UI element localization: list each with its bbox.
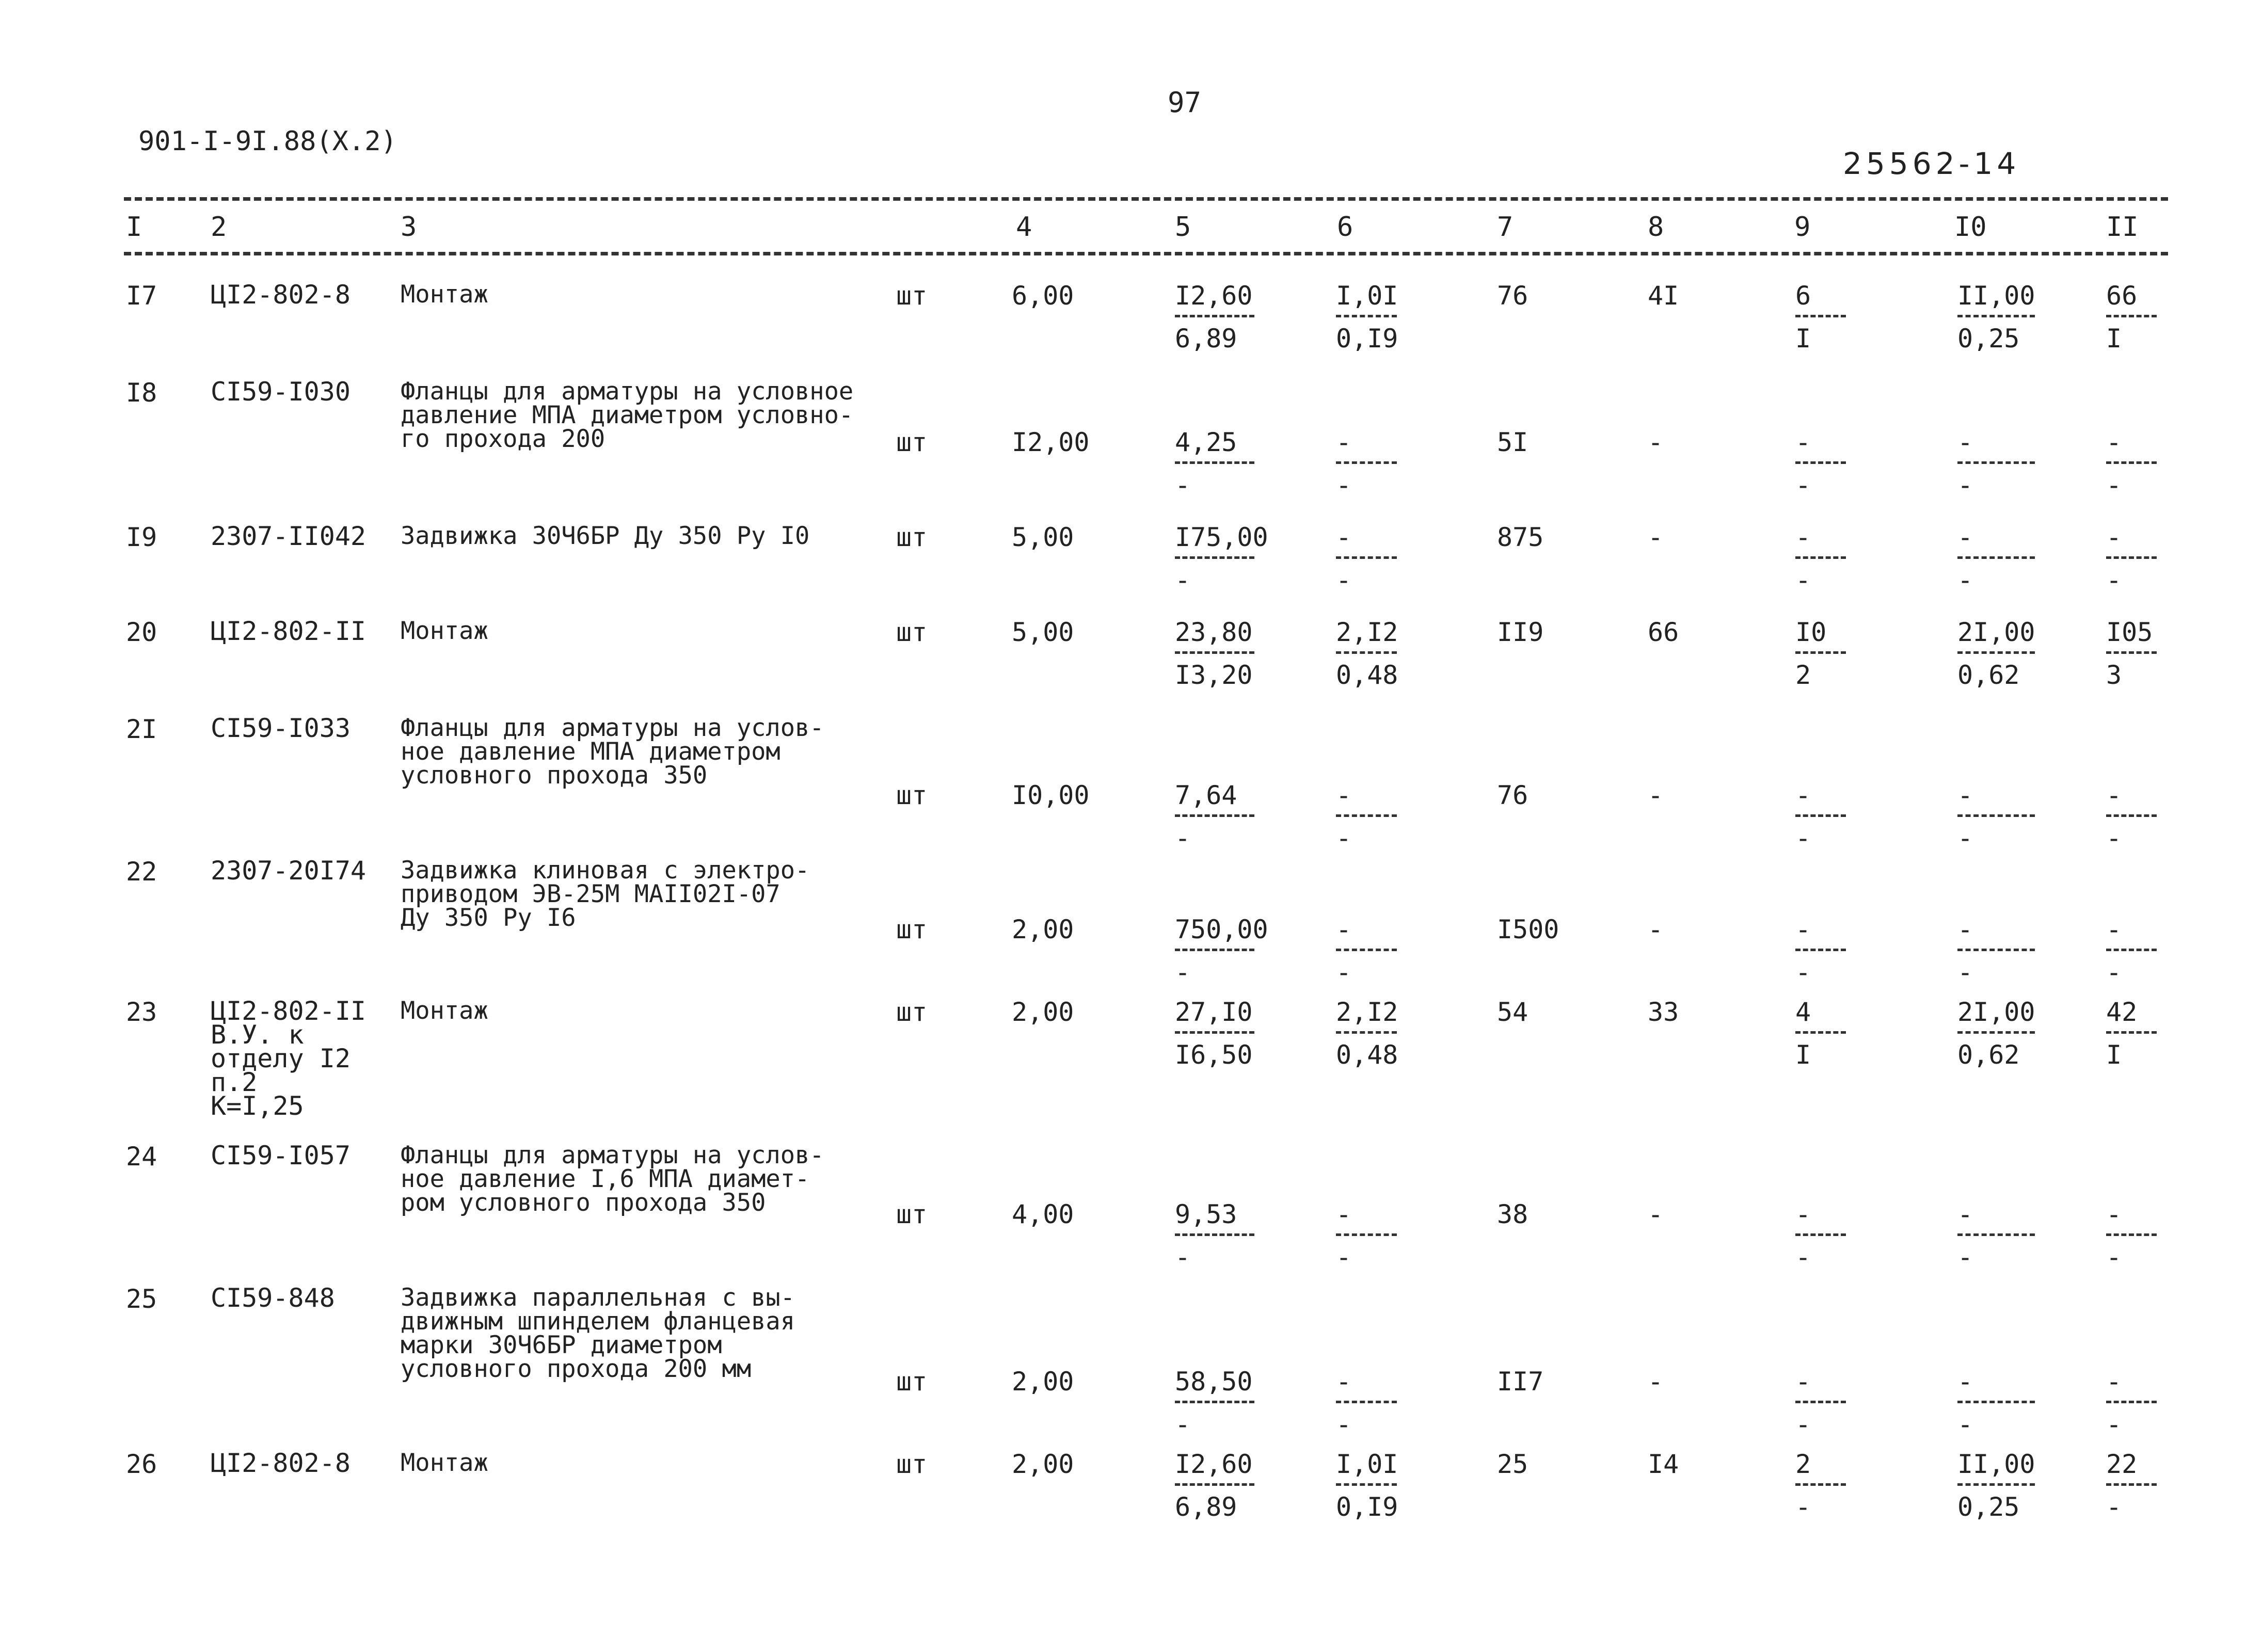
fraction-c11 — [2106, 524, 2157, 593]
quantity: 5,00 — [1012, 617, 1074, 647]
fraction-c6 — [1336, 917, 1397, 985]
price-code: CI59-I033 — [211, 713, 351, 743]
column-8-value: - — [1648, 1367, 1664, 1397]
row-number: 25 — [126, 1284, 157, 1314]
column-header-2: 2 — [211, 212, 227, 243]
fraction-c10 — [1957, 782, 2035, 851]
fraction-numerator: - — [2106, 780, 2122, 810]
fraction-numerator: 66 — [2106, 281, 2138, 311]
fraction-denominator: 6,89 — [1175, 324, 1237, 354]
fraction-c11 — [2106, 999, 2157, 1068]
fraction-bar — [1957, 461, 2035, 464]
fraction-denominator: 0,48 — [1336, 660, 1398, 690]
work-description: Задвижка параллельная с вы- движным шпинделем фланцевая марки 30Ч6БР диаметром условного прохода 200 мм — [401, 1284, 795, 1383]
fraction-denominator: 0,62 — [1957, 1040, 2020, 1070]
fraction-numerator: 42 — [2106, 997, 2138, 1027]
fraction-numerator: - — [1957, 1367, 1973, 1397]
fraction-numerator: - — [1795, 1199, 1811, 1229]
price-code: CI59-I030 — [211, 377, 351, 407]
fraction-c10 — [1957, 429, 2035, 498]
fraction-numerator: 9,53 — [1175, 1199, 1237, 1229]
fraction-bar — [1957, 1031, 2035, 1034]
fraction-numerator: 27,I0 — [1175, 997, 1253, 1027]
fraction-c10 — [1957, 1369, 2035, 1437]
row-number: 24 — [126, 1142, 157, 1172]
fraction-numerator: 4,25 — [1175, 427, 1237, 457]
column-7-value: 25 — [1497, 1449, 1528, 1479]
column-header-8: 8 — [1648, 212, 1664, 243]
fraction-numerator: - — [1957, 427, 1973, 457]
fraction-bar — [2106, 556, 2157, 559]
column-header-1: I — [126, 212, 142, 243]
fraction-bar — [1336, 556, 1397, 559]
fraction-numerator: - — [1795, 780, 1811, 810]
fraction-bar — [1175, 814, 1254, 817]
fraction-numerator: - — [1336, 915, 1352, 944]
fraction-numerator: - — [1957, 522, 1973, 552]
fraction-bar — [1175, 1401, 1254, 1403]
column-header-4: 4 — [1016, 212, 1032, 243]
fraction-numerator: I2,60 — [1175, 1449, 1253, 1479]
quantity: 4,00 — [1012, 1199, 1074, 1229]
quantity: I2,00 — [1012, 427, 1090, 457]
fraction-c11 — [2106, 1451, 2157, 1520]
fraction-c10 — [1957, 999, 2035, 1068]
fraction-denominator: - — [1175, 957, 1191, 987]
fraction-denominator: 0,I9 — [1336, 1492, 1398, 1522]
row-number: I8 — [126, 378, 157, 408]
fraction-bar — [1175, 1233, 1254, 1236]
fraction-denominator: - — [1795, 1492, 1811, 1522]
fraction-numerator: - — [1336, 427, 1352, 457]
fraction-denominator: - — [1957, 957, 1973, 987]
fraction-numerator: - — [2106, 915, 2122, 944]
fraction-c6 — [1336, 281, 1398, 354]
fraction-numerator: 2 — [1795, 1449, 1811, 1479]
column-8-value: - — [1648, 1199, 1664, 1229]
quantity: 2,00 — [1012, 1367, 1074, 1397]
fraction-numerator: - — [1957, 915, 1973, 944]
fraction-denominator: 0,62 — [1957, 660, 2020, 690]
fraction-numerator: - — [1795, 427, 1811, 457]
fraction-c5 — [1175, 524, 1268, 593]
work-description: Фланцы для арматуры на услов- ное давление I,6 МПА диамет- ром условного прохода 350 — [401, 1141, 824, 1217]
fraction-denominator: 0,25 — [1957, 324, 2020, 354]
fraction-bar — [1795, 556, 1846, 559]
column-8-value: - — [1648, 780, 1664, 810]
fraction-bar — [1957, 651, 2035, 654]
fraction-c11 — [2106, 429, 2157, 498]
fraction-c11 — [2106, 1369, 2157, 1437]
fraction-denominator: 0,25 — [1957, 1492, 2020, 1522]
fraction-c5 — [1175, 1201, 1254, 1270]
fraction-bar — [1336, 461, 1397, 464]
fraction-bar — [2106, 949, 2157, 951]
column-7-value: 875 — [1497, 522, 1544, 552]
fraction-bar — [1175, 315, 1254, 317]
column-header-9: 9 — [1794, 212, 1811, 243]
quantity: 6,00 — [1012, 281, 1074, 311]
fraction-numerator: I,0I — [1336, 1449, 1398, 1479]
row-number: 2I — [126, 714, 157, 744]
row-number: 20 — [126, 617, 157, 647]
fraction-c9 — [1795, 1201, 1846, 1270]
unit: шт — [896, 522, 928, 552]
header-top-rule — [124, 197, 2168, 201]
fraction-denominator: - — [1336, 1409, 1352, 1439]
unit: шт — [896, 1367, 928, 1397]
fraction-numerator: - — [1957, 780, 1973, 810]
column-8-value: I4 — [1648, 1449, 1679, 1479]
quantity: I0,00 — [1012, 780, 1090, 810]
row-number: I9 — [126, 522, 157, 552]
fraction-numerator: I2,60 — [1175, 281, 1253, 311]
column-8-value: - — [1648, 522, 1664, 552]
fraction-c5 — [1175, 1369, 1254, 1437]
fraction-denominator: - — [1795, 565, 1811, 595]
fraction-c6 — [1336, 1369, 1397, 1437]
fraction-denominator: I — [2106, 324, 2122, 354]
fraction-bar — [1957, 1483, 2035, 1486]
fraction-bar — [1175, 651, 1254, 654]
fraction-numerator: I75,00 — [1175, 522, 1268, 552]
fraction-c6 — [1336, 619, 1398, 688]
work-description: Монтаж — [401, 1449, 488, 1477]
fraction-bar — [1795, 651, 1846, 654]
header-bottom-rule — [124, 252, 2168, 255]
column-7-value: II7 — [1497, 1367, 1544, 1397]
fraction-c6 — [1336, 999, 1398, 1068]
fraction-denominator: 2 — [1795, 660, 1811, 690]
fraction-denominator: - — [2106, 470, 2122, 500]
fraction-bar — [2106, 1483, 2157, 1486]
fraction-c10 — [1957, 524, 2035, 593]
column-header-7: 7 — [1497, 212, 1514, 243]
fraction-bar — [1957, 814, 2035, 817]
fraction-c9 — [1795, 524, 1846, 593]
fraction-denominator: - — [1175, 1409, 1191, 1439]
fraction-numerator: 750,00 — [1175, 915, 1268, 944]
column-7-value: 5I — [1497, 427, 1528, 457]
fraction-denominator: - — [1175, 823, 1191, 853]
fraction-numerator: - — [2106, 1199, 2122, 1229]
price-code: 2307-20I74 — [211, 856, 367, 886]
fraction-bar — [1795, 315, 1846, 317]
fraction-denominator: - — [1957, 470, 1973, 500]
work-description: Фланцы для арматуры на условное давление МПА диаметром условно- го прохода 200 — [401, 377, 854, 453]
fraction-c11 — [2106, 619, 2157, 688]
fraction-denominator: - — [1957, 565, 1973, 595]
price-code: CI59-848 — [211, 1283, 335, 1313]
fraction-denominator: I — [2106, 1040, 2122, 1070]
fraction-numerator: - — [2106, 427, 2122, 457]
fraction-bar — [1795, 1031, 1846, 1034]
column-header-11: II — [2106, 212, 2139, 243]
fraction-c9 — [1795, 1369, 1846, 1437]
fraction-denominator: - — [1795, 957, 1811, 987]
fraction-numerator: - — [1336, 780, 1352, 810]
fraction-bar — [1795, 949, 1846, 951]
fraction-c10 — [1957, 1451, 2035, 1520]
fraction-c9 — [1795, 619, 1846, 688]
fraction-denominator: - — [1957, 823, 1973, 853]
fraction-numerator: I0 — [1795, 617, 1827, 647]
fraction-denominator: - — [1175, 565, 1191, 595]
fraction-bar — [1336, 1401, 1397, 1403]
fraction-denominator: - — [1175, 470, 1191, 500]
fraction-bar — [1957, 1401, 2035, 1403]
fraction-numerator: 2,I2 — [1336, 617, 1398, 647]
fraction-denominator: - — [1336, 957, 1352, 987]
column-7-value: II9 — [1497, 617, 1544, 647]
column-8-value: - — [1648, 427, 1664, 457]
fraction-c11 — [2106, 281, 2157, 354]
fraction-c9 — [1795, 429, 1846, 498]
unit: шт — [896, 281, 928, 311]
column-7-value: 76 — [1497, 281, 1528, 311]
fraction-bar — [2106, 1401, 2157, 1403]
document-code: 901-I-9I.88(X.2) — [138, 126, 397, 157]
fraction-numerator: - — [2106, 1367, 2122, 1397]
fraction-numerator: - — [1957, 1199, 1973, 1229]
quantity: 2,00 — [1012, 915, 1074, 944]
column-8-value: - — [1648, 915, 1664, 944]
fraction-bar — [2106, 651, 2157, 654]
column-header-3: 3 — [401, 212, 417, 243]
fraction-numerator: - — [1795, 522, 1811, 552]
fraction-denominator: 3 — [2106, 660, 2122, 690]
fraction-bar — [2106, 1031, 2157, 1034]
fraction-denominator: - — [2106, 1409, 2122, 1439]
fraction-bar — [1957, 315, 2035, 317]
fraction-bar — [1795, 1233, 1846, 1236]
fraction-bar — [1175, 1483, 1254, 1486]
fraction-denominator: - — [1336, 1242, 1352, 1272]
fraction-numerator: 4 — [1795, 997, 1811, 1027]
unit: шт — [896, 427, 928, 457]
fraction-c5 — [1175, 429, 1254, 498]
fraction-c6 — [1336, 429, 1397, 498]
fraction-denominator: - — [1336, 823, 1352, 853]
page-number: 97 — [1168, 86, 1202, 119]
fraction-numerator: 7,64 — [1175, 780, 1237, 810]
fraction-bar — [1795, 1401, 1846, 1403]
fraction-denominator: - — [2106, 823, 2122, 853]
column-header-6: 6 — [1337, 212, 1353, 243]
fraction-bar — [1795, 814, 1846, 817]
fraction-c9 — [1795, 782, 1846, 851]
column-header-10: I0 — [1954, 212, 1987, 243]
unit: шт — [896, 1199, 928, 1229]
column-8-value: 66 — [1648, 617, 1679, 647]
fraction-c9 — [1795, 917, 1846, 985]
fraction-numerator: II,00 — [1957, 281, 2035, 311]
fraction-c10 — [1957, 619, 2035, 688]
fraction-numerator: I,0I — [1336, 281, 1398, 311]
fraction-numerator: I05 — [2106, 617, 2153, 647]
fraction-bar — [1336, 315, 1397, 317]
fraction-numerator: II,00 — [1957, 1449, 2035, 1479]
fraction-c11 — [2106, 1201, 2157, 1270]
fraction-bar — [1957, 949, 2035, 951]
fraction-bar — [2106, 315, 2157, 317]
fraction-c10 — [1957, 917, 2035, 985]
fraction-c10 — [1957, 281, 2035, 354]
fraction-denominator: - — [1795, 823, 1811, 853]
fraction-c5 — [1175, 1451, 1254, 1520]
work-description: Монтаж — [401, 617, 488, 645]
price-code: ЦI2-802-II В.У. к отделу I2 п.2 К=I,25 — [211, 996, 367, 1121]
row-number: 23 — [126, 997, 157, 1027]
fraction-bar — [2106, 1233, 2157, 1236]
price-code: ЦI2-802-II — [211, 616, 367, 646]
fraction-denominator: 0,48 — [1336, 1040, 1398, 1070]
fraction-bar — [1795, 461, 1846, 464]
fraction-bar — [1175, 1031, 1254, 1034]
fraction-denominator: - — [1957, 1409, 1973, 1439]
fraction-denominator: - — [1336, 565, 1352, 595]
fraction-denominator: - — [1957, 1242, 1973, 1272]
work-description: Задвижка 30Ч6БР Ду 350 Ру I0 — [401, 522, 810, 550]
column-7-value: 54 — [1497, 997, 1528, 1027]
column-header-5: 5 — [1175, 212, 1191, 243]
fraction-numerator: - — [1336, 1367, 1352, 1397]
fraction-denominator: - — [1795, 1242, 1811, 1272]
column-7-value: 76 — [1497, 780, 1528, 810]
column-8-value: 4I — [1648, 281, 1679, 311]
fraction-denominator: I3,20 — [1175, 660, 1253, 690]
price-code: 2307-II042 — [211, 521, 367, 551]
fraction-numerator: 58,50 — [1175, 1367, 1253, 1397]
fraction-bar — [1336, 949, 1397, 951]
fraction-c5 — [1175, 619, 1254, 688]
fraction-numerator: 2I,00 — [1957, 617, 2035, 647]
fraction-c5 — [1175, 917, 1268, 985]
fraction-c10 — [1957, 1201, 2035, 1270]
column-7-value: I500 — [1497, 915, 1559, 944]
fraction-denominator: - — [1795, 1409, 1811, 1439]
fraction-c9 — [1795, 1451, 1846, 1520]
fraction-denominator: - — [2106, 1492, 2122, 1522]
fraction-c5 — [1175, 999, 1254, 1068]
row-number: 22 — [126, 857, 157, 887]
fraction-bar — [1336, 1233, 1397, 1236]
fraction-numerator: - — [1336, 522, 1352, 552]
unit: шт — [896, 617, 928, 647]
fraction-c9 — [1795, 281, 1846, 354]
fraction-denominator: I — [1795, 1040, 1811, 1070]
price-code: ЦI2-802-8 — [211, 280, 351, 310]
fraction-numerator: 6 — [1795, 281, 1811, 311]
work-description: Монтаж — [401, 997, 488, 1025]
fraction-denominator: I — [1795, 324, 1811, 354]
quantity: 2,00 — [1012, 1449, 1074, 1479]
fraction-bar — [1957, 1233, 2035, 1236]
fraction-c6 — [1336, 1451, 1398, 1520]
fraction-denominator: - — [1336, 470, 1352, 500]
fraction-bar — [2106, 814, 2157, 817]
unit: шт — [896, 780, 928, 810]
fraction-denominator: - — [2106, 565, 2122, 595]
work-description: Монтаж — [401, 280, 488, 309]
fraction-numerator: - — [1795, 1367, 1811, 1397]
sheet-number: 25562-14 — [1843, 146, 2020, 181]
fraction-numerator: - — [2106, 522, 2122, 552]
fraction-bar — [1957, 556, 2035, 559]
fraction-bar — [1336, 1483, 1397, 1486]
unit: шт — [896, 915, 928, 944]
fraction-c6 — [1336, 782, 1397, 851]
fraction-denominator: - — [1175, 1242, 1191, 1272]
fraction-c5 — [1175, 281, 1254, 354]
fraction-bar — [1175, 949, 1254, 951]
fraction-bar — [1336, 814, 1397, 817]
fraction-bar — [1175, 556, 1254, 559]
fraction-numerator: 23,80 — [1175, 617, 1253, 647]
fraction-numerator: 2I,00 — [1957, 997, 2035, 1027]
fraction-bar — [1795, 1483, 1846, 1486]
fraction-bar — [1175, 461, 1254, 464]
fraction-denominator: - — [2106, 957, 2122, 987]
fraction-bar — [1336, 651, 1397, 654]
column-8-value: 33 — [1648, 997, 1679, 1027]
fraction-bar — [1336, 1031, 1397, 1034]
fraction-c11 — [2106, 917, 2157, 985]
fraction-numerator: 2,I2 — [1336, 997, 1398, 1027]
row-number: 26 — [126, 1449, 157, 1479]
unit: шт — [896, 1449, 928, 1479]
fraction-numerator: - — [1795, 915, 1811, 944]
fraction-denominator: - — [1795, 470, 1811, 500]
fraction-denominator: - — [2106, 1242, 2122, 1272]
fraction-denominator: 6,89 — [1175, 1492, 1237, 1522]
fraction-denominator: 0,I9 — [1336, 324, 1398, 354]
quantity: 2,00 — [1012, 997, 1074, 1027]
work-description: Задвижка клиновая с электро- приводом ЭВ-25М МАII02I-07 Ду 350 Ру I6 — [401, 856, 810, 932]
quantity: 5,00 — [1012, 522, 1074, 552]
fraction-c9 — [1795, 999, 1846, 1068]
fraction-numerator: - — [1336, 1199, 1352, 1229]
column-7-value: 38 — [1497, 1199, 1528, 1229]
fraction-denominator: I6,50 — [1175, 1040, 1253, 1070]
unit: шт — [896, 997, 928, 1027]
fraction-bar — [2106, 461, 2157, 464]
fraction-numerator: 22 — [2106, 1449, 2138, 1479]
work-description: Фланцы для арматуры на услов- ное давление МПА диаметром условного прохода 350 — [401, 714, 824, 790]
fraction-c5 — [1175, 782, 1254, 851]
fraction-c11 — [2106, 782, 2157, 851]
price-code: ЦI2-802-8 — [211, 1448, 351, 1478]
fraction-c6 — [1336, 524, 1397, 593]
row-number: I7 — [126, 281, 157, 311]
fraction-c6 — [1336, 1201, 1397, 1270]
price-code: CI59-I057 — [211, 1141, 351, 1170]
